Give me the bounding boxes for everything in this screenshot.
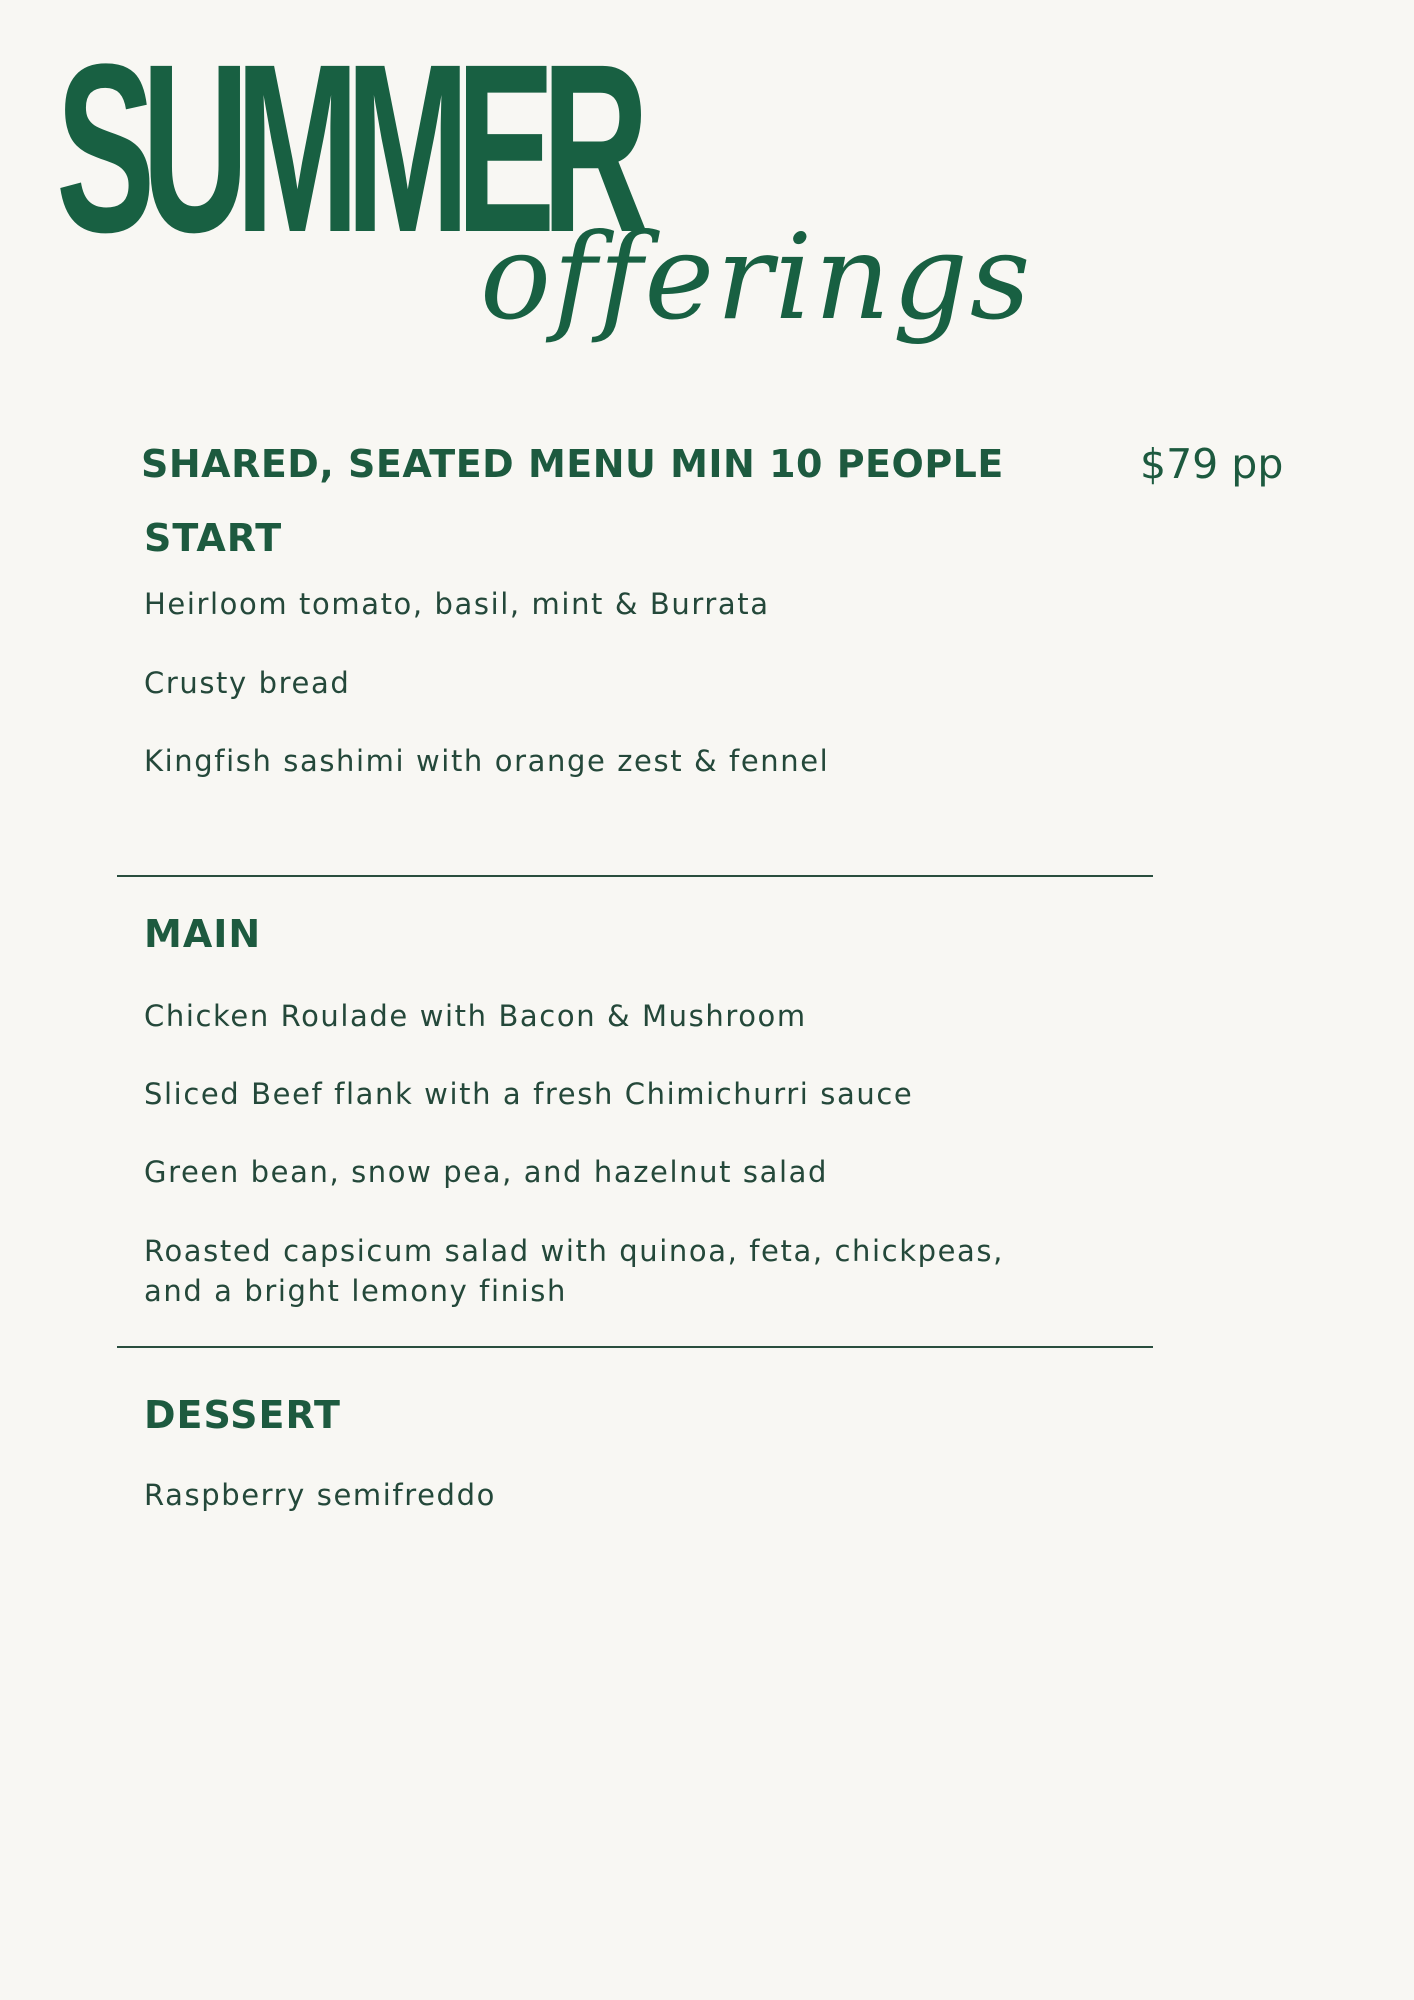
section-title-dessert: DESSERT [144,1393,341,1437]
menu-price: $79 pp [1140,440,1284,488]
menu-item: Raspberry semifreddo [144,1478,496,1512]
menu-item: Sliced Beef flank with a fresh Chimichurri sauce [144,1077,914,1111]
menu-item: Roasted capsicum salad with quinoa, feta, chickpeas, [144,1234,1004,1268]
menu-description: SHARED, SEATED MENU MIN 10 PEOPLE [141,442,1004,486]
menu-subtitle: offerings [480,208,1033,346]
menu-item: Chicken Roulade with Bacon & Mushroom [144,999,807,1033]
section-divider [117,1346,1153,1348]
menu-item: Green bean, snow pea, and hazelnut salad [144,1155,829,1189]
menu-item: Crusty bread [144,666,351,700]
menu-item: Heirloom tomato, basil, mint & Burrata [144,587,770,621]
section-divider [117,875,1153,877]
menu-item: Kingfish sashimi with orange zest & fennel [144,744,830,778]
section-title-start: START [144,516,283,560]
menu-title: SUMMER [56,14,636,282]
menu-item-continuation: and a bright lemony finish [144,1274,567,1308]
section-title-main: MAIN [144,912,262,956]
